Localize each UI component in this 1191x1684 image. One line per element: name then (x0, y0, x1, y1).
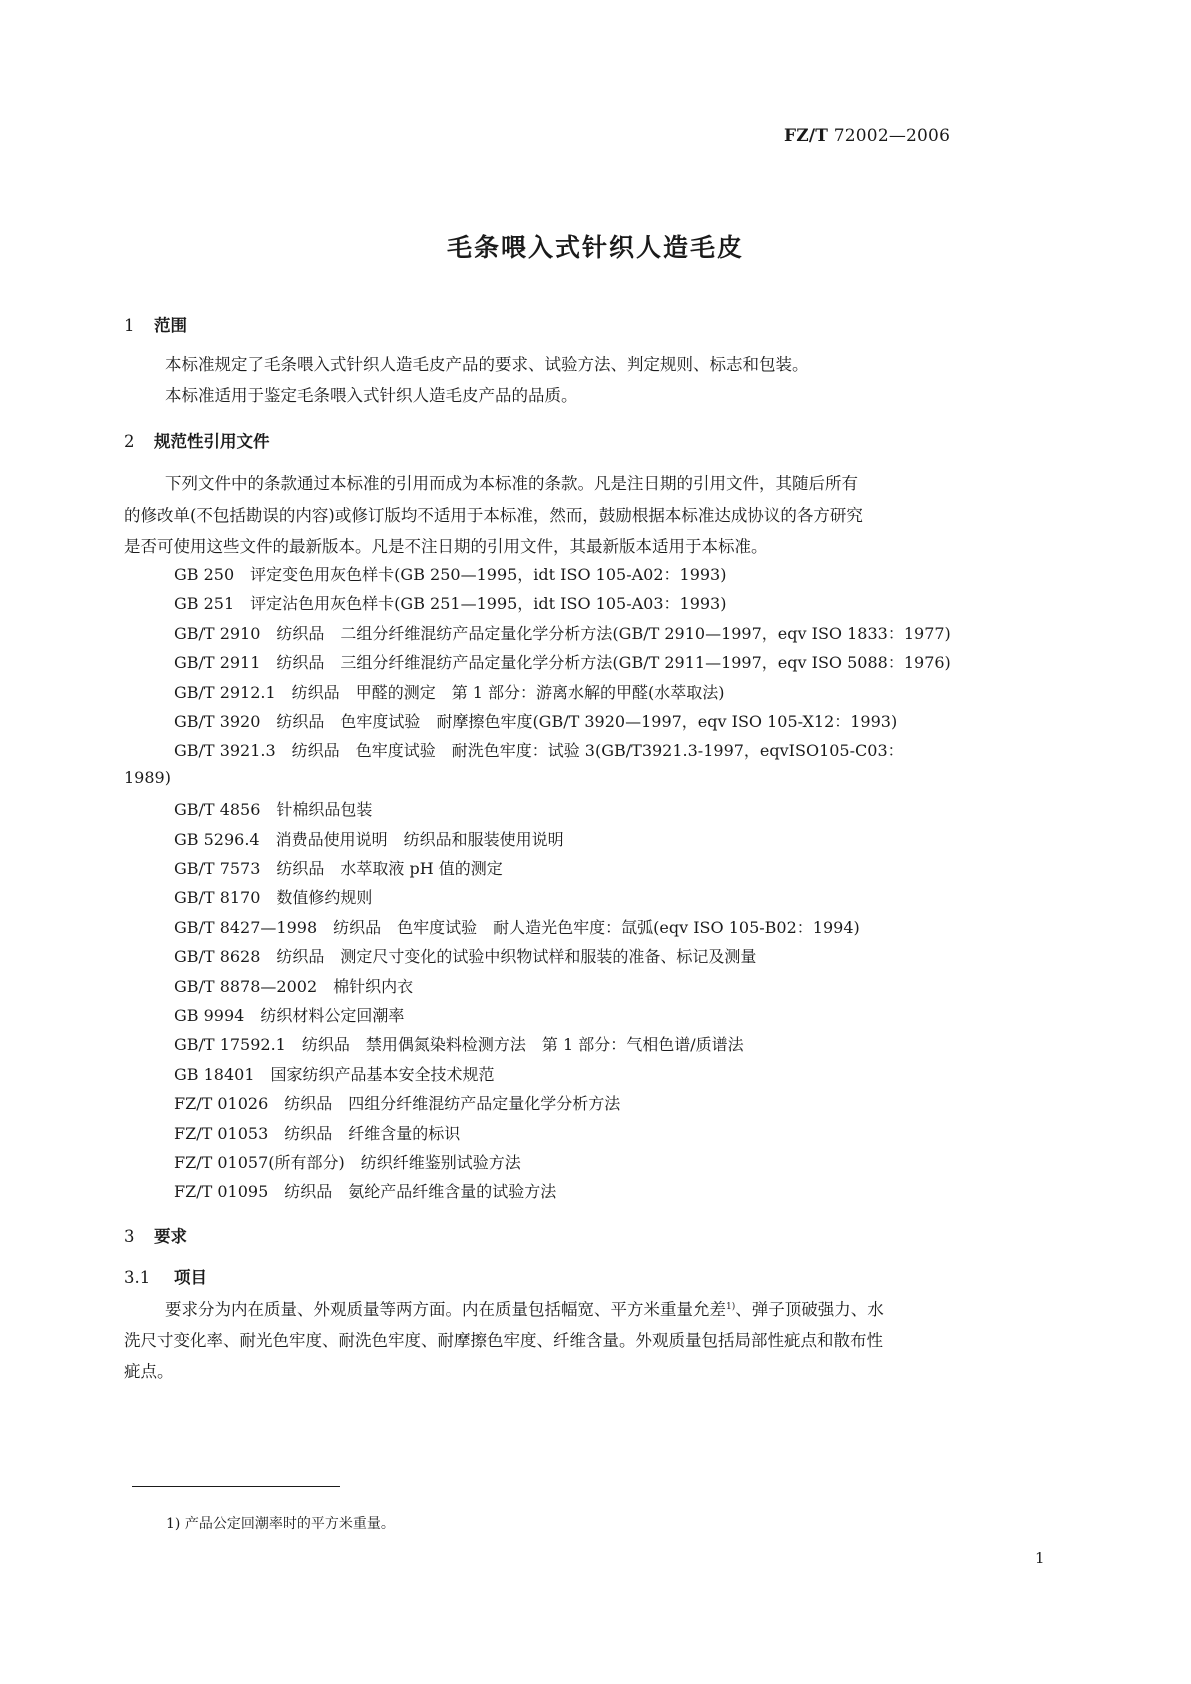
reference-item (174, 1032, 760, 1055)
reference-title: 色牢度试验 (340, 712, 421, 731)
reference-code: GB/T 2911 (174, 653, 261, 672)
reference-name: 纺织品 (276, 653, 325, 672)
reference-code: GB/T 2912.1 (174, 683, 276, 702)
reference-item (174, 650, 967, 673)
reference-code: GB/T 4856 (174, 800, 261, 819)
footnote-ref: 1) (726, 1302, 736, 1312)
section-3-1-paragraph: 疵点。 (124, 1362, 174, 1381)
reference-title: 甲醛的测定 (355, 683, 436, 702)
reference-item (174, 621, 967, 644)
reference-item (174, 974, 429, 997)
reference-code: GB/T 7573 (174, 859, 261, 878)
reference-code: FZ/T 01057(所有部分) (174, 1153, 345, 1172)
reference-name: 纺织品 (301, 1035, 350, 1054)
reference-name: 纺织品 (276, 712, 325, 731)
section-1-heading: 1 范围 (124, 316, 187, 335)
section-2-intro: 的修改单(不包括勘误的内容)或修订版均不适用于本标准，然而，鼓励根据本标准达成协议的各方研究 (124, 506, 863, 525)
reference-part: 第 1 部分：气相色谱/质谱法 (541, 1035, 744, 1054)
reference-title: 二组分纤维混纺产品定量化学分析方法(GB/T 2910—1997，eqv ISO 1833：1977) (340, 624, 951, 643)
reference-item (174, 1179, 572, 1202)
section-3-heading: 3 要求 (124, 1227, 187, 1246)
reference-title: 纺织品和服装使用说明 (403, 830, 564, 849)
reference-title: 氨纶产品纤维含量的试验方法 (348, 1182, 557, 1201)
section-3-1-paragraph: 洗尺寸变化率、耐光色牢度、耐洗色牢度、耐摩擦色牢度、纤维含量。外观质量包括局部性疵点和散布性 (124, 1331, 883, 1350)
reference-code: FZ/T 01053 (174, 1124, 269, 1143)
section-2-heading: 2 规范性引用文件 (124, 432, 270, 451)
reference-item (174, 1121, 476, 1144)
reference-name: 纺织品 (291, 741, 340, 760)
reference-part: 耐洗色牢度：试验 3(GB/T3921.3-1997，eqvISO105-C03： (451, 741, 904, 760)
reference-name: 数值修约规则 (276, 888, 373, 907)
reference-code: GB/T 3921.3 (174, 741, 276, 760)
section-2-intro: 是否可使用这些文件的最新版本。凡是不注日期的引用文件，其最新版本适用于本标准。 (124, 537, 768, 556)
reference-code: GB 9994 (174, 1006, 245, 1025)
reference-title: 色牢度试验 (355, 741, 436, 760)
reference-name: 评定沾色用灰色样卡(GB 251—1995，idt ISO 105-A03：1993) (250, 594, 727, 613)
reference-item (174, 591, 742, 614)
reference-name: 消费品使用说明 (275, 830, 388, 849)
reference-name: 纺织品 (333, 918, 382, 937)
reference-name: 国家纺织产品基本安全技术规范 (270, 1065, 495, 1084)
reference-name: 纺织材料公定回潮率 (260, 1006, 405, 1025)
reference-code: GB 5296.4 (174, 830, 260, 849)
reference-item (174, 827, 580, 850)
reference-name: 纺织品 (284, 1094, 333, 1113)
reference-title: 水萃取液 pH 值的测定 (340, 859, 503, 878)
reference-part: 第 1 部分：游离水解的甲醛(水萃取法) (451, 683, 725, 702)
reference-part: 耐人造光色牢度：氙弧(eqv ISO 105-B02：1994) (493, 918, 860, 937)
reference-name: 纺织品 (284, 1124, 333, 1143)
reference-name: 纺织品 (284, 1182, 333, 1201)
reference-item (174, 944, 772, 967)
reference-item (174, 797, 388, 820)
reference-item (174, 1003, 420, 1026)
footnote: 1) 产品公定回潮率时的平方米重量。 (166, 1516, 395, 1532)
reference-name: 纺织品 (276, 947, 325, 966)
reference-continuation: 1989) (124, 768, 171, 787)
standard-prefix: FZ/T (784, 126, 829, 146)
section-3-1-heading: 3.1 项目 (124, 1268, 207, 1287)
reference-code: GB/T 8427—1998 (174, 918, 318, 937)
reference-code: GB/T 8170 (174, 888, 261, 907)
reference-code: GB 250 (174, 565, 235, 584)
reference-code: GB 251 (174, 594, 235, 613)
reference-code: FZ/T 01026 (174, 1094, 269, 1113)
document-title: 毛条喂入式针织人造毛皮 (446, 233, 744, 262)
reference-code: GB/T 3920 (174, 712, 261, 731)
reference-name: 纺织品 (291, 683, 340, 702)
section-3-1-paragraph: 要求分为内在质量、外观质量等两方面。内在质量包括幅宽、平方米重量允差$^{1)}$、弹子顶破强力、水 (165, 1300, 884, 1319)
footnote-separator (132, 1486, 340, 1487)
reference-code: GB 18401 (174, 1065, 255, 1084)
reference-name: 针棉织品包装 (276, 800, 373, 819)
reference-item (174, 856, 519, 879)
reference-name: 棉针织内衣 (333, 977, 414, 996)
reference-code: GB/T 8628 (174, 947, 261, 966)
reference-item (174, 680, 741, 703)
reference-item (174, 738, 920, 761)
reference-part: 耐摩擦色牢度(GB/T 3920—1997，eqv ISO 105-X12：1993) (436, 712, 898, 731)
reference-item (174, 1150, 537, 1173)
reference-name: 纺织品 (276, 624, 325, 643)
reference-title: 色牢度试验 (397, 918, 478, 937)
reference-title: 三组分纤维混纺产品定量化学分析方法(GB/T 2911—1997，eqv ISO 5088：1976) (340, 653, 951, 672)
section-1-paragraph: 本标准规定了毛条喂入式针织人造毛皮产品的要求、试验方法、判定规则、标志和包装。 (165, 355, 809, 374)
standard-code (784, 126, 950, 146)
reference-code: GB/T 2910 (174, 624, 261, 643)
reference-name: 纺织品 (276, 859, 325, 878)
reference-code: GB/T 17592.1 (174, 1035, 286, 1054)
reference-code: FZ/T 01095 (174, 1182, 269, 1201)
reference-name: 纺织纤维鉴别试验方法 (360, 1153, 521, 1172)
section-2-intro: 下列文件中的条款通过本标准的引用而成为本标准的条款。凡是注日期的引用文件，其随后所有 (165, 474, 858, 493)
reference-title: 测定尺寸变化的试验中织物试样和服装的准备、标记及测量 (340, 947, 757, 966)
reference-title: 四组分纤维混纺产品定量化学分析方法 (348, 1094, 621, 1113)
reference-name: 评定变色用灰色样卡(GB 250—1995，idt ISO 105-A02：1993) (250, 565, 727, 584)
reference-item (174, 915, 876, 938)
reference-item (174, 562, 742, 585)
reference-title: 禁用偶氮染料检测方法 (365, 1035, 526, 1054)
reference-item (174, 1091, 636, 1114)
reference-title: 纤维含量的标识 (348, 1124, 461, 1143)
section-1-paragraph: 本标准适用于鉴定毛条喂入式针织人造毛皮产品的品质。 (165, 386, 578, 405)
standard-number: 72002—2006 (833, 126, 951, 146)
page-number: 1 (1035, 1549, 1045, 1567)
reference-item (174, 709, 913, 732)
reference-code: GB/T 8878—2002 (174, 977, 318, 996)
reference-item (174, 885, 388, 908)
reference-item (174, 1062, 511, 1085)
